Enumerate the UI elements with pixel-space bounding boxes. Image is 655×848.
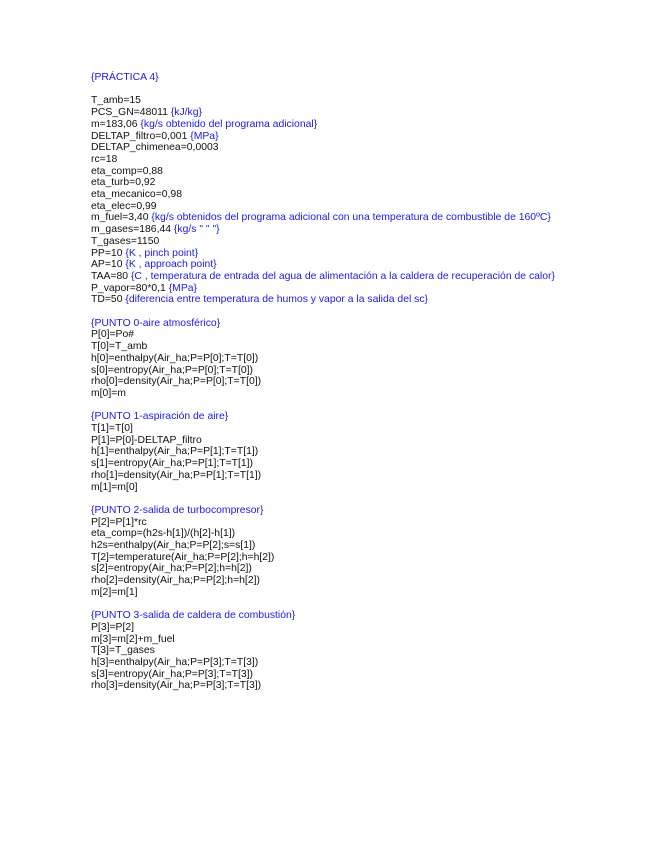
section-block xyxy=(91,318,561,400)
parameter-line xyxy=(91,236,561,248)
blank-line xyxy=(91,84,561,96)
code-line: rho[0]=density(Air_ha;P=P[0];T=T[0]) xyxy=(91,376,262,388)
code-line: m[0]=m xyxy=(91,387,126,399)
comment-text: {C , temperatura de entrada del agua de alimentación a la caldera de recuperación de calor} xyxy=(130,270,555,282)
parameter-line xyxy=(91,107,561,119)
comment-text: {kg/s obtenidos del programa adicional con una temperatura de combustible de 160ºC} xyxy=(151,212,551,224)
section-heading: {PUNTO 1-aspiración de aire} xyxy=(91,411,229,423)
section-heading: {PUNTO 0-aire atmosférico} xyxy=(91,317,221,329)
section-block xyxy=(91,411,561,493)
code-line: h2s=enthalpy(Air_ha;P=P[2];s=s[1]) xyxy=(91,540,256,552)
code-line: m[3]=m[2]+m_fuel xyxy=(91,633,175,645)
code-text: PCS_GN=48011 xyxy=(91,107,171,119)
code-text: eta_comp=0,88 xyxy=(91,165,163,177)
code-text: m_gases=186,44 xyxy=(91,224,174,236)
parameter-line xyxy=(91,95,561,107)
code-text: AP=10 xyxy=(91,259,126,271)
code-line: s[2]=entropy(Air_ha;P=P[2];h=h[2]) xyxy=(91,563,252,575)
code-text: PP=10 xyxy=(91,247,126,259)
parameter-line xyxy=(91,177,561,189)
blank-line xyxy=(91,493,561,505)
code-line: rho[2]=density(Air_ha;P=P[2];h=h[2]) xyxy=(91,575,260,587)
code-text: eta_elec=0,99 xyxy=(91,200,157,212)
code-text: T_gases=1150 xyxy=(91,235,160,247)
code-line: m[2]=m[1] xyxy=(91,586,138,598)
code-text: TAA=80 xyxy=(91,270,131,282)
code-text: m_fuel=3,40 xyxy=(91,212,152,224)
code-line: h[0]=enthalpy(Air_ha;P=P[0];T=T[0]) xyxy=(91,352,259,364)
code-line: m[1]=m[0] xyxy=(91,481,138,493)
blank-line xyxy=(91,599,561,611)
parameter-line xyxy=(91,201,561,213)
code-text: P_vapor=80*0,1 xyxy=(91,282,169,294)
code-text: TD=50 xyxy=(91,294,126,306)
code-line: P[3]=P[2] xyxy=(91,621,135,633)
code-line: h[1]=enthalpy(Air_ha;P=P[1];T=T[1]) xyxy=(91,446,259,458)
parameter-line xyxy=(91,119,561,131)
parameter-line xyxy=(91,259,561,271)
comment-text: {K , pinch point} xyxy=(125,247,199,259)
parameter-line xyxy=(91,294,561,306)
code-text: rc=18 xyxy=(91,153,118,165)
parameter-line xyxy=(91,224,561,236)
code-line: rho[3]=density(Air_ha;P=P[3];T=T[3]) xyxy=(91,680,262,692)
code-line: rho[1]=density(Air_ha;P=P[1];T=T[1]) xyxy=(91,469,262,481)
page-title: {PRÁCTICA 4} xyxy=(91,72,159,83)
parameter-line xyxy=(91,283,561,295)
comment-text: {MPa} xyxy=(190,130,219,142)
sections-block xyxy=(91,306,561,692)
code-line: s[3]=entropy(Air_ha;P=P[3];T=T[3]) xyxy=(91,668,253,680)
comment-text: {kJ/kg} xyxy=(170,107,203,119)
code-line: P[1]=P[0]-DELTAP_filtro xyxy=(91,434,202,446)
code-text: T_amb=15 xyxy=(91,95,141,107)
code-text: m=183,06 xyxy=(91,118,141,130)
blank-line xyxy=(91,306,561,318)
code-line: s[0]=entropy(Air_ha;P=P[0];T=T[0]) xyxy=(91,364,253,376)
section-heading: {PUNTO 2-salida de turbocompresor} xyxy=(91,504,264,516)
code-text: DELTAP_chimenea=0,0003 xyxy=(91,142,219,154)
comment-text: {kg/s obtenido del programa adicional} xyxy=(140,118,318,130)
comment-text: {kg/s " " "} xyxy=(173,224,220,236)
parameter-line xyxy=(91,142,561,154)
section-block xyxy=(91,505,561,599)
code-line: P[2]=P[1]*rc xyxy=(91,516,147,528)
section-heading: {PUNTO 3-salida de caldera de combustión} xyxy=(91,610,296,622)
parameters-block xyxy=(91,95,561,306)
code-line: h[3]=enthalpy(Air_ha;P=P[3];T=T[3]) xyxy=(91,657,259,669)
parameter-line xyxy=(91,271,561,283)
code-line: T[2]=temperature(Air_ha;P=P[2];h=h[2]) xyxy=(91,551,275,563)
parameter-line xyxy=(91,189,561,201)
program-listing xyxy=(91,72,561,692)
code-line: eta_comp=(h2s-h[1])/(h[2]-h[1]) xyxy=(91,528,236,540)
blank-line xyxy=(91,400,561,412)
parameter-line xyxy=(91,248,561,260)
comment-text: {MPa} xyxy=(168,282,198,294)
section-block xyxy=(91,610,561,692)
code-line: s[1]=entropy(Air_ha;P=P[1];T=T[1]) xyxy=(91,458,253,470)
parameter-line xyxy=(91,154,561,166)
parameter-line xyxy=(91,212,561,224)
code-line: T[0]=T_amb xyxy=(91,341,148,353)
comment-text: {K , approach point} xyxy=(125,259,217,271)
code-line: T[3]=T_gases xyxy=(91,645,155,657)
code-line: P[0]=Po# xyxy=(91,329,135,341)
parameter-line xyxy=(91,131,561,143)
code-text: DELTAP_filtro=0,001 xyxy=(91,130,191,142)
code-text: eta_turb=0,92 xyxy=(91,177,156,189)
parameter-line xyxy=(91,166,561,178)
code-line: T[1]=T[0] xyxy=(91,423,133,435)
code-text: eta_mecanico=0,98 xyxy=(91,189,182,201)
comment-text: {diferencia entre temperatura de humos y vapor a la salida del sc} xyxy=(125,294,429,306)
